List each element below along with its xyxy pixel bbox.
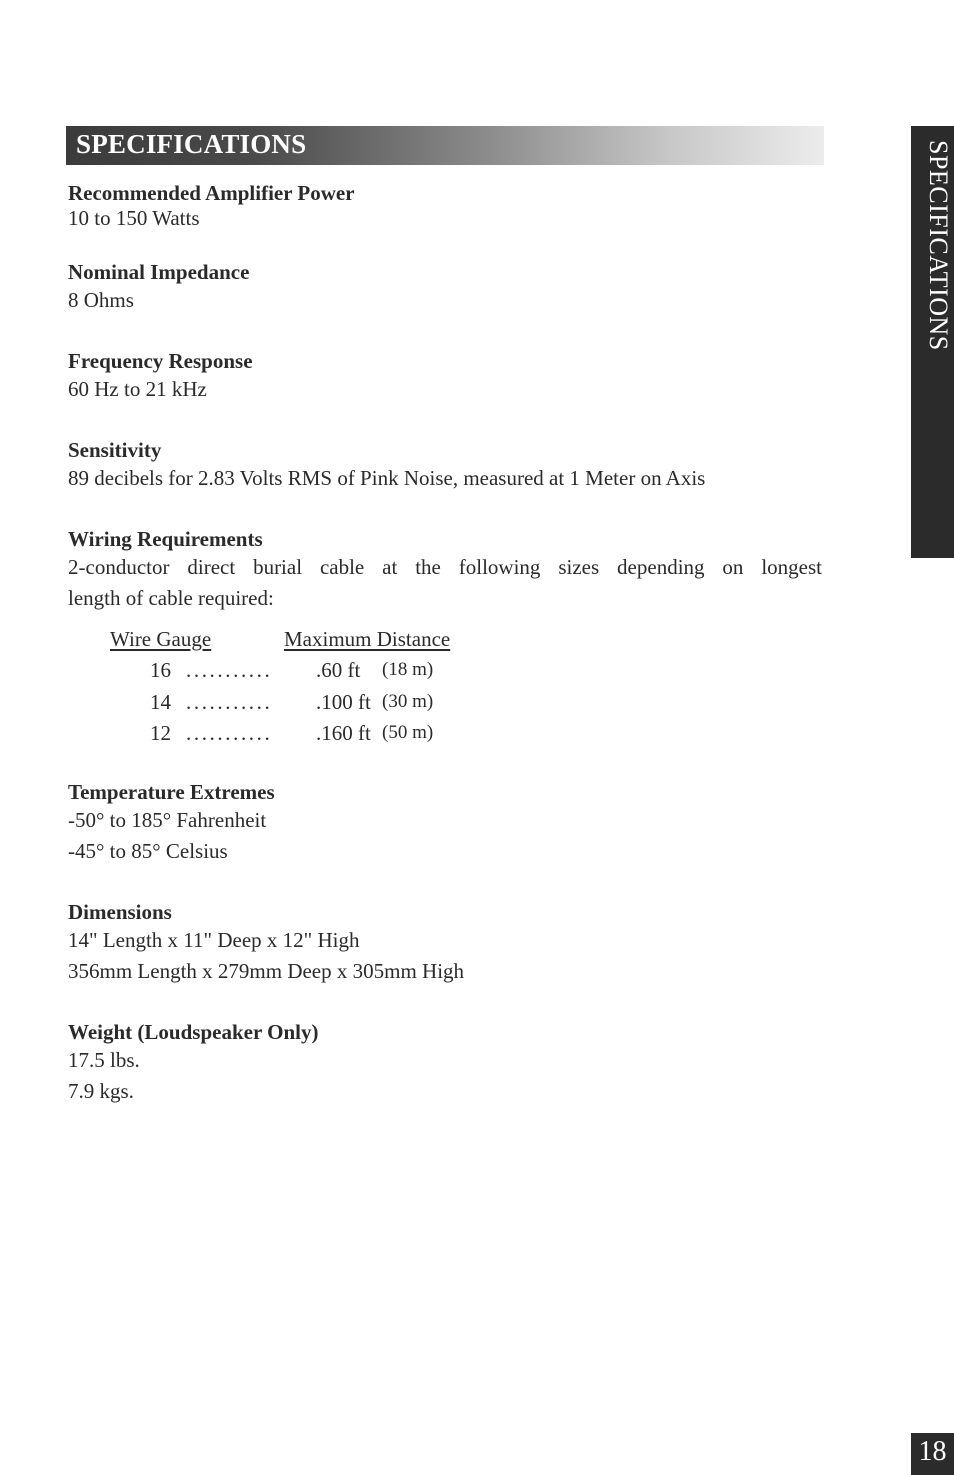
wire-gauge-value: 12 <box>150 721 171 745</box>
spec-value: 60 Hz to 21 kHz <box>68 377 207 401</box>
distance-meters: (50 m) <box>382 722 434 743</box>
spec-dimensions <box>68 899 822 987</box>
distance-feet: .60 ft <box>316 658 361 682</box>
spec-value-line: -45° to 85° Celsius <box>68 839 228 863</box>
dot-leader: ........... <box>186 658 273 682</box>
wire-table-header <box>110 627 530 658</box>
page-number: 18 <box>918 1436 947 1467</box>
spec-title: Dimensions <box>68 900 172 924</box>
spec-wiring-requirements <box>68 526 822 614</box>
spec-value-line: 14" Length x 11" Deep x 12" High <box>68 928 360 952</box>
dot-leader: ........... <box>186 689 273 714</box>
spec-title: Weight (Loudspeaker Only) <box>68 1020 319 1044</box>
spec-title: Wiring Requirements <box>68 527 263 551</box>
spec-title: Frequency Response <box>68 349 253 373</box>
distance-meters: (30 m) <box>382 690 434 712</box>
spec-weight <box>68 1019 822 1107</box>
wire-gauge-value: 16 <box>150 658 171 682</box>
wire-gauge-value: 14 <box>150 689 171 714</box>
spec-title: Temperature Extremes <box>68 780 275 804</box>
distance-feet: .160 ft <box>316 721 371 745</box>
side-section-tab <box>911 126 954 558</box>
spec-value-line: 356mm Length x 279mm Deep x 305mm High <box>68 959 465 983</box>
table-row <box>110 721 530 753</box>
page-number-box <box>911 1433 954 1475</box>
spec-value-line: 17.5 lbs. <box>68 1048 140 1072</box>
spec-value: 8 Ohms <box>68 288 134 312</box>
side-tab-label: SPECIFICATIONS <box>924 140 953 351</box>
table-row <box>110 690 530 722</box>
distance-feet: .100 ft <box>316 689 371 714</box>
table-row <box>110 658 530 690</box>
spec-nominal-impedance <box>68 259 822 316</box>
distance-meters: (18 m) <box>382 659 434 680</box>
page-title: SPECIFICATIONS <box>76 129 307 159</box>
spec-sensitivity <box>68 437 822 494</box>
column-header-max-distance: Maximum Distance <box>284 627 451 651</box>
spec-value: 89 decibels for 2.83 Volts RMS of Pink Noise, measured at 1 Meter on Axis <box>68 466 706 490</box>
section-header-bar <box>66 126 824 165</box>
spec-title: Nominal Impedance <box>68 260 250 284</box>
spec-value-line: length of cable required: <box>68 586 274 610</box>
column-header-wire-gauge: Wire Gauge <box>110 627 212 651</box>
dot-leader: ........... <box>186 721 273 745</box>
spec-value-line: 7.9 kgs. <box>68 1079 134 1103</box>
spec-value-line: 2-conductor direct burial cable at the following sizes depending on longest <box>68 555 822 579</box>
spec-temperature-extremes <box>68 779 822 867</box>
spec-value-line: -50° to 185° Fahrenheit <box>68 808 267 832</box>
spec-title: Recommended Amplifier Power <box>68 181 355 205</box>
spec-title: Sensitivity <box>68 438 162 462</box>
wire-gauge-table <box>110 627 530 753</box>
spec-value: 10 to 150 Watts <box>68 206 200 230</box>
spec-amplifier-power <box>68 180 822 230</box>
spec-frequency-response <box>68 348 822 405</box>
